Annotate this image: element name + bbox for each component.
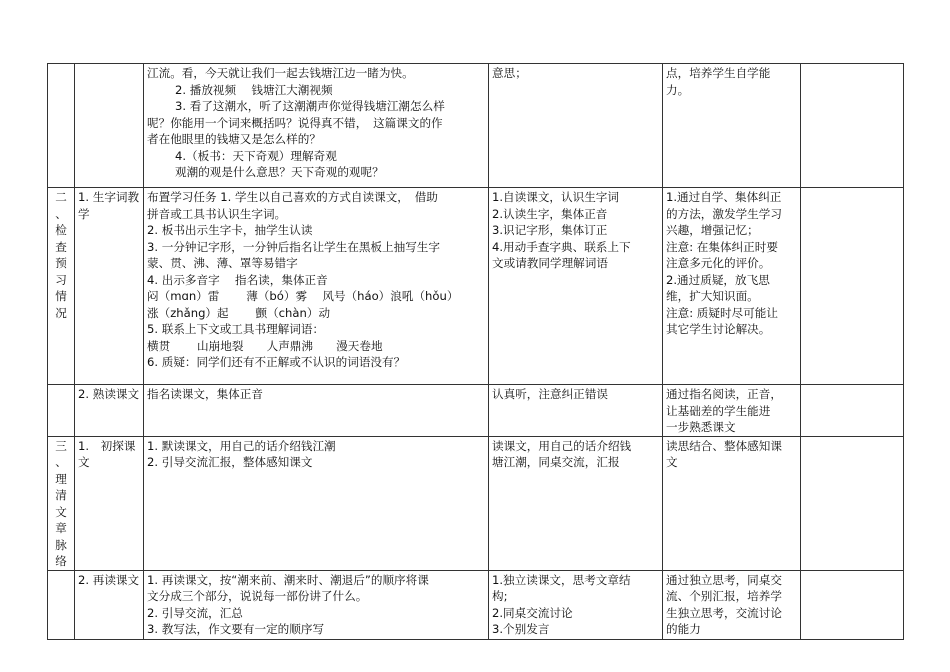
design-intent-cell	[663, 570, 801, 639]
section-char: 检	[55, 223, 67, 237]
section-char: 查	[55, 239, 67, 254]
student-line: 3.识记字形，集体订正	[492, 223, 608, 237]
step-cell: 1. 生字词教学	[75, 188, 144, 385]
intent-line: 注意多元化的评价。	[666, 256, 771, 270]
teacher-line: 江流。看，今天就让我们一起去钱塘江边一睹为快。	[147, 66, 414, 80]
design-intent-cell	[663, 188, 801, 385]
notes-cell	[801, 385, 904, 437]
intent-line: 流、个别汇报，培养学	[666, 589, 782, 603]
intent-line: 一步熟悉课文	[666, 420, 736, 434]
teacher-line: 5. 联系上下文或工具书理解词语：	[147, 322, 325, 336]
teacher-line: 3. 教写法，作文要有一定的顺序写	[147, 622, 325, 636]
teacher-line: 1. 默读课文，用自己的话介绍钱江潮	[147, 438, 336, 453]
intent-line: 文	[666, 455, 678, 469]
teacher-line: 观潮的观是什么意思？天下奇观的观呢？	[175, 165, 384, 179]
intent-line: 其它学生讨论解决。	[666, 322, 771, 336]
teacher-line: 文分成三个部分，说说每一部份讲了什么。	[147, 589, 368, 603]
step-cell: 2. 熟读课文	[75, 385, 144, 437]
student-line: 意思；	[492, 66, 527, 80]
section-char: 情	[55, 289, 67, 303]
student-line: 文或请教同学理解词语	[492, 256, 608, 270]
teacher-line: 4.（板书：天下奇观）理解奇观	[175, 148, 337, 163]
teacher-line: 者在他眼里的钱塘又是怎么样的？	[147, 132, 321, 146]
teacher-activity-cell	[144, 570, 489, 639]
table-row	[48, 64, 904, 188]
intent-line: 通过指名阅读，正音，	[666, 387, 782, 401]
student-activity-cell	[489, 570, 663, 639]
teacher-line: 布置学习任务 1. 学生以自己喜欢的方式自读课文， 借助	[147, 190, 438, 204]
teacher-line: 3. 一分钟记字形，一分钟后指名让学生在黑板上抽写生字	[147, 239, 440, 254]
teacher-activity-cell	[144, 385, 489, 437]
intent-line: 力。	[666, 82, 690, 97]
section-cell	[48, 570, 75, 639]
section-cell	[48, 64, 75, 188]
intent-line: 读思结合、整体感知课	[666, 438, 782, 453]
teacher-line: 1. 再读课文，按“潮来前、潮来时、潮退后”的顺序将课	[147, 572, 429, 587]
notes-cell	[801, 570, 904, 639]
teacher-line: 2. 播放视频 钱塘江大潮视频	[175, 82, 333, 97]
student-line: 4.用动手查字典、联系上下	[492, 239, 631, 254]
student-activity-cell	[489, 385, 663, 437]
table-row	[48, 188, 904, 385]
teacher-line: 2. 板书出示生字卡，抽学生认读	[147, 223, 313, 237]
teacher-line: 拼音或工具书认识生字词。	[147, 206, 287, 221]
intent-line: 1.通过自学、集体纠正	[666, 190, 782, 204]
section-char: 、	[55, 455, 67, 469]
step-cell	[75, 64, 144, 188]
design-intent-cell	[663, 436, 801, 570]
notes-cell	[801, 436, 904, 570]
intent-line: 通过独立思考，同桌交	[666, 572, 782, 587]
intent-line: 的能力	[666, 622, 701, 636]
section-cell	[48, 436, 75, 570]
teacher-line: 4. 出示多音字 指名读，集体正音	[147, 272, 328, 287]
notes-cell	[801, 188, 904, 385]
intent-line: 兴趣，增强记忆；	[666, 223, 759, 237]
design-intent-cell	[663, 64, 801, 188]
intent-line: 2.通过质疑，放飞思	[666, 272, 770, 287]
section-char: 清	[55, 488, 67, 502]
student-line: 1.独立读课文，思考文章结	[492, 572, 631, 587]
teacher-line: 横贯 山崩地裂 人声鼎沸 漫天卷地	[147, 338, 383, 353]
student-line: 塘江潮，同桌交流，汇报	[492, 455, 620, 469]
teacher-line: 6. 质疑：同学们还有不正解或不认识的词语没有？	[147, 355, 406, 369]
intent-line: 让基础差的学生能进	[666, 403, 771, 418]
section-char: 预	[55, 256, 67, 270]
intent-line: 的方法，激发学生学习	[666, 206, 782, 221]
teacher-line: 指名读课文，集体正音	[147, 387, 263, 401]
student-activity-cell	[489, 64, 663, 188]
student-activity-cell	[489, 436, 663, 570]
student-line: 2.认读生字，集体正音	[492, 206, 608, 221]
step-cell: 1. 初探课文	[75, 436, 144, 570]
table-row	[48, 436, 904, 570]
lesson-plan-body	[48, 64, 904, 640]
section-char: 章	[55, 521, 67, 535]
intent-line: 注意: 质疑时尽可能让	[666, 305, 778, 320]
intent-line: 生独立思考，交流讨论	[666, 605, 782, 620]
student-line: 构;	[492, 589, 508, 603]
section-char: 脉	[55, 537, 67, 552]
step-cell: 2. 再读课文	[75, 570, 144, 639]
intent-line: 注意: 在集体纠正时要	[666, 239, 778, 254]
lesson-plan-table	[47, 63, 904, 640]
section-cell	[48, 188, 75, 385]
teacher-line: 2. 引导交流汇报，整体感知课文	[147, 455, 313, 469]
teacher-activity-cell	[144, 436, 489, 570]
section-char: 习	[55, 272, 67, 287]
student-activity-cell	[489, 188, 663, 385]
section-char: 况	[55, 305, 67, 320]
design-intent-cell	[663, 385, 801, 437]
table-row	[48, 385, 904, 437]
teacher-line: 呢？你能用一个词来概括吗？说得真不错， 这篇课文的作	[147, 115, 443, 130]
teacher-line: 蒙、贯、沸、薄、罩等易错字	[147, 256, 298, 270]
student-line: 2.同桌交流讨论	[492, 605, 573, 620]
teacher-line: 闷（mɑn）雷 薄（bó）雾 风号（háo）浪吼（hǒu）	[147, 289, 459, 303]
student-line: 1.自读课文，认识生字词	[492, 190, 619, 204]
teacher-line: 2. 引导交流，汇总	[147, 605, 243, 620]
notes-cell	[801, 64, 904, 188]
teacher-line: 3. 看了这潮水，听了这潮潮声你觉得钱塘江潮怎么样	[175, 99, 445, 113]
student-line: 3.个别发言	[492, 622, 550, 636]
section-char: 、	[55, 206, 67, 221]
section-char: 二	[55, 190, 67, 204]
intent-line: 维，扩大知识面。	[666, 289, 759, 303]
student-line: 认真听，注意纠正错误	[492, 387, 608, 401]
section-char: 理	[55, 471, 67, 486]
teacher-activity-cell	[144, 64, 489, 188]
section-char: 络	[55, 554, 67, 568]
section-char: 三	[55, 438, 67, 453]
table-row	[48, 570, 904, 639]
section-char: 文	[55, 504, 67, 519]
teacher-line: 涨（zhǎng）起 颤（chàn）动	[147, 305, 331, 320]
student-line: 读课文，用自己的话介绍钱	[492, 438, 632, 453]
section-cell	[48, 385, 75, 437]
intent-line: 点，培养学生自学能	[666, 66, 771, 80]
teacher-activity-cell	[144, 188, 489, 385]
